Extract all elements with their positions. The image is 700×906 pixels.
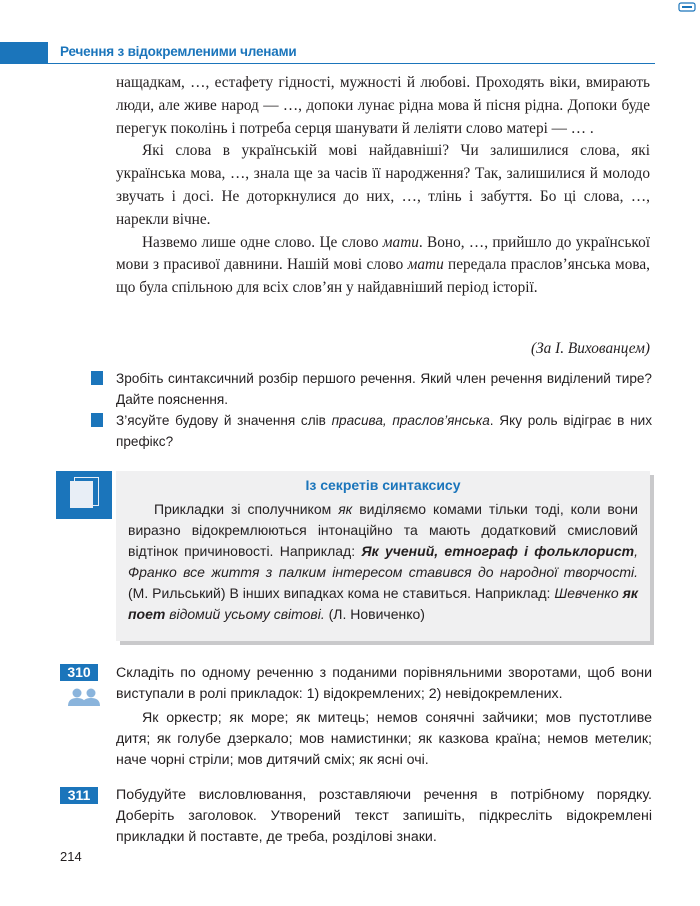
exercise-number: 311 (60, 787, 98, 804)
task-italic-words: прасива, праслов’янська (331, 413, 490, 428)
reading-text (116, 72, 650, 300)
syntax-secrets-box (116, 471, 650, 641)
example-appositive: Як учений, етнограф і фольклорист (361, 543, 635, 559)
page-number: 214 (60, 849, 82, 864)
word-mata: мати (382, 233, 419, 251)
notebook-icon (56, 471, 112, 519)
word-mata: мати (407, 256, 444, 274)
text-source: (За І. Вихованцем) (531, 340, 650, 357)
paragraph-3-part: . Воно, …, прийшло до української мови з прасивої давнини. Нашій мові слово (116, 233, 650, 274)
box-title: Із секретів синтаксису (305, 477, 461, 493)
box-body (128, 499, 638, 625)
example-text: відомий усьому світові. (165, 606, 325, 622)
box-text: (Л. Новиченко) (324, 606, 425, 622)
paragraph-2: Які слова в українській мові найдавніші? Чи залишилися слова, які українська мова, …, знала ще за часів її народження? Так, залишилися й молодо звучать і досі. Не доторкнулися до них, …, тлінь і забуття. Бо ці слова, …, нарекли вічне. (116, 142, 650, 228)
header-accent-bar (0, 42, 48, 64)
task-text: Зробіть синтаксичний розбір першого речення. Який член речення виділений тире? Дайте пояснення. (116, 371, 652, 407)
task-text (96, 410, 652, 452)
task-bullet-icon (91, 413, 103, 427)
section-header (0, 42, 655, 64)
paragraph-3-part: Назвемо лише одне слово. Це слово (142, 233, 383, 251)
exercise-instruction: Побудуйте висловлювання, розставляючи речення в потрібному порядку. Доберіть заголовок. Утворений текст запишіть, підкресліть відокремлені прикладки й поставте, де треба, розділові знаки. (116, 787, 652, 845)
pair-work-icon (66, 688, 102, 706)
task-text-part: З’ясуйте будову й значення слів (116, 413, 332, 428)
task-bullet-icon (91, 371, 103, 385)
task-text-part: . Яку роль відіграє в них префікс? (116, 413, 652, 449)
box-text: виділяємо комами тільки тоді, коли вони виразно відокремлюються інтонаційно та мають додатковий смисловий відтінок причиновості. Наприклад: (128, 501, 638, 559)
box-italic: як (338, 501, 353, 517)
example-text: Шевченко (554, 585, 623, 601)
exercise-instruction: Складіть по одному реченню з поданими порівняльними зворотами, щоб вони виступали в ролі прикладок: 1) відокремлених; 2) невідокремлених. (116, 665, 652, 702)
example-text: , Франко все життя з палким інтересом ставився до народної творчості. (128, 543, 638, 580)
header-rule (48, 63, 655, 64)
paragraph-3-part: передала праслов’янська мова, що була спільною для всіх слов’ян у найдавніший період історії. (116, 256, 650, 297)
paragraph-1: нащадкам, …, естафету гідності, мужності й любові. Проходять віки, вмирають люди, але живе народ — …, допоки лунає рідна мова й пісня рідна. Допоки буде перегук поколінь і потреба серця шанувати й леліяти слово матері — … . (116, 74, 650, 137)
section-title: Речення з відокремленими членами (60, 44, 297, 59)
exercise-list: Як оркестр; як море; як митець; немов сонячні зайчики; мов пустотливе дитя; як голубе дзеркало; мов намистинки; як казкова країна; немов метелик; наче чорні стріли; мов дитячий сміх; як ясні очі. (116, 710, 652, 768)
box-text: (М. Рильський) В інших випадках кома не ставиться. Наприклад: (128, 585, 555, 601)
box-text: Прикладки зі сполучником (154, 501, 339, 517)
corner-mark-icon (678, 2, 696, 12)
task-item (96, 410, 652, 452)
paragraph-3 (116, 232, 650, 300)
exercise-number: 310 (60, 664, 98, 681)
example-appositive: як поет (128, 585, 638, 622)
task-item (96, 368, 652, 410)
